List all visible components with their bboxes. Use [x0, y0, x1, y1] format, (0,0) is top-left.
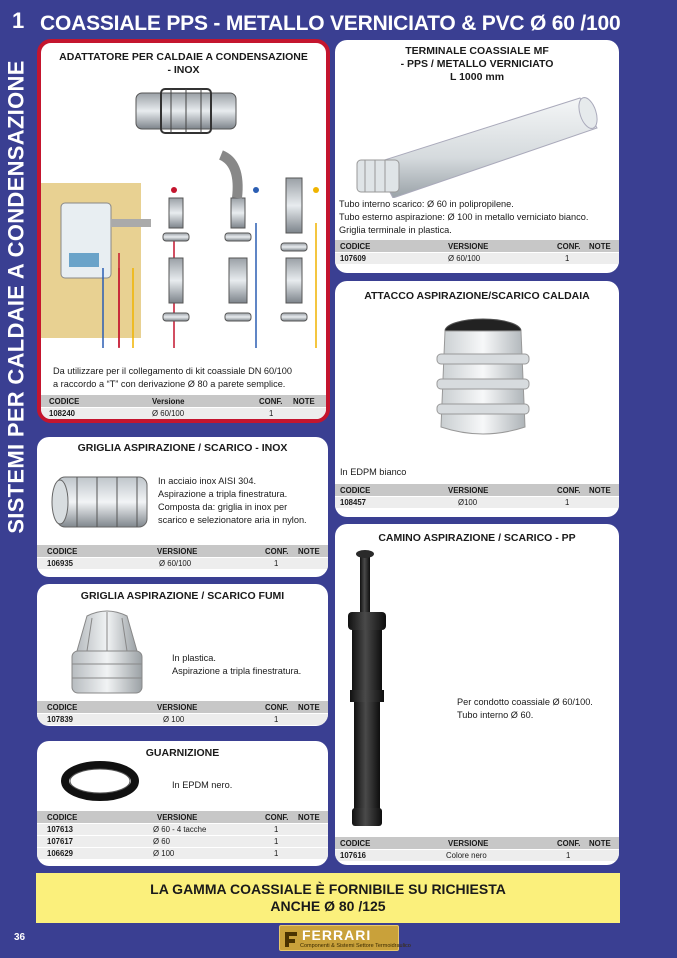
panel-griglia-fumi — [37, 584, 328, 726]
griglia-inox-desc-1: In acciaio inox AISI 304. — [158, 476, 257, 486]
griglia-fumi-desc-1: In plastica. — [172, 653, 216, 663]
table-row — [37, 847, 328, 859]
col-conf: CONF. — [265, 812, 289, 822]
griglia-inox-title: GRIGLIA ASPIRAZIONE / SCARICO - INOX — [77, 442, 288, 454]
table-row — [37, 713, 328, 725]
row-codice: 106935 — [47, 559, 74, 568]
table-row — [37, 835, 328, 847]
col-versione: VERSIONE — [157, 812, 198, 822]
row-codice: 107839 — [47, 715, 74, 724]
side-text: SISTEMI PER CALDAIE A CONDENSAZIONE — [4, 60, 30, 534]
adattatore-desc-1: Da utilizzare per il collegamento di kit coassiale DN 60/100 — [53, 366, 292, 376]
row-conf: 1 — [565, 254, 570, 263]
col-codice: CODICE — [47, 812, 78, 822]
terminale-title-3: L 1000 mm — [449, 71, 505, 83]
row-conf: 1 — [274, 849, 279, 858]
guarnizione-desc-1: In EPDM nero. — [172, 780, 233, 790]
row-conf: 1 — [274, 559, 279, 568]
availability-banner — [36, 873, 620, 923]
adattatore-desc-2: a raccordo a “T” con derivazione Ø 80 a parete semplice. — [53, 379, 286, 389]
col-codice: CODICE — [49, 396, 80, 406]
row-codice: 106629 — [47, 849, 74, 858]
table-header — [37, 811, 328, 823]
row-codice: 108457 — [340, 498, 367, 507]
col-note: NOTE — [293, 396, 315, 406]
camino-table — [335, 837, 619, 861]
side-banner — [0, 36, 34, 558]
terminale-image — [335, 78, 619, 198]
logo-mark-icon — [283, 930, 299, 948]
terminale-title-1: TERMINALE COASSIALE MF — [405, 45, 549, 57]
row-versione: Ø 60 — [153, 837, 170, 846]
row-conf: 1 — [565, 498, 570, 507]
col-versione: VERSIONE — [448, 485, 489, 495]
adattatore-table — [41, 395, 326, 419]
row-versione: Colore nero — [446, 851, 487, 860]
panel-terminale — [335, 40, 619, 273]
table-row — [335, 496, 619, 508]
camino-image — [338, 546, 408, 831]
logo-name: FERRARI — [302, 927, 372, 943]
guarnizione-table — [37, 811, 328, 859]
page-number: 36 — [14, 932, 26, 943]
adapter-image — [136, 89, 236, 133]
griglia-fumi-table — [37, 701, 328, 725]
col-versione: Versione — [152, 396, 185, 406]
panel-griglia-inox — [37, 437, 328, 577]
griglia-fumi-title: GRIGLIA ASPIRAZIONE / SCARICO FUMI — [80, 590, 285, 602]
attacco-title: ATTACCO ASPIRAZIONE/SCARICO CALDAIA — [364, 290, 590, 302]
griglia-inox-image — [42, 462, 162, 542]
row-versione: Ø 100 — [163, 715, 185, 724]
terminale-desc-2: Tubo esterno aspirazione: Ø 100 in metallo verniciato bianco. — [339, 212, 589, 222]
attacco-desc-1: In EDPM bianco — [340, 467, 407, 477]
guarnizione-title: GUARNIZIONE — [145, 747, 220, 759]
col-note: NOTE — [589, 241, 611, 251]
banner-line-2: ANCHE Ø 80 /125 — [270, 898, 386, 914]
col-note: NOTE — [589, 485, 611, 495]
table-header — [335, 240, 619, 252]
col-note: NOTE — [589, 838, 611, 848]
adattatore-title-1: ADATTATORE PER CALDAIE A CONDENSAZIONE — [59, 51, 308, 63]
pipe-components — [163, 155, 307, 321]
row-conf: 1 — [566, 851, 571, 860]
chapter-number: 1 — [12, 8, 25, 33]
col-note: NOTE — [298, 546, 320, 556]
terminale-title-2: - PPS / METALLO VERNICIATO — [400, 58, 554, 70]
griglia-fumi-image — [57, 606, 157, 701]
col-conf: CONF. — [265, 702, 289, 712]
row-conf: 1 — [274, 825, 279, 834]
col-versione: VERSIONE — [448, 838, 489, 848]
table-row — [335, 849, 619, 861]
ferrari-logo — [279, 925, 411, 951]
col-codice: CODICE — [340, 241, 371, 251]
col-conf: CONF. — [557, 241, 581, 251]
camino-desc-1: Per condotto coassiale Ø 60/100. — [457, 697, 593, 707]
guarnizione-image — [57, 756, 147, 806]
terminale-desc-3: Griglia terminale in plastica. — [339, 225, 452, 235]
panel-adattatore — [37, 39, 330, 423]
adattatore-title-2: - INOX — [167, 64, 200, 76]
table-row — [37, 557, 328, 569]
terminale-desc-1: Tubo interno scarico: Ø 60 in polipropilene. — [339, 199, 514, 209]
col-note: NOTE — [298, 702, 320, 712]
col-versione: VERSIONE — [157, 702, 198, 712]
panel-camino — [335, 524, 619, 865]
camino-title: CAMINO ASPIRAZIONE / SCARICO - PP — [378, 532, 576, 544]
col-codice: CODICE — [340, 838, 371, 848]
page-title: COASSIALE PPS - METALLO VERNICIATO & PVC Ø 60 /100 — [40, 12, 621, 35]
row-codice: 108240 — [49, 409, 76, 418]
griglia-inox-desc-4: scarico e selezionatore aria in nylon. — [158, 515, 307, 525]
banner-line-1: LA GAMMA COASSIALE È FORNIBILE SU RICHIESTA — [150, 881, 506, 897]
row-codice: 107616 — [340, 851, 367, 860]
attacco-image — [335, 309, 619, 449]
col-conf: CONF. — [259, 396, 283, 406]
row-codice: 107609 — [340, 254, 367, 263]
col-codice: CODICE — [47, 702, 78, 712]
table-row — [41, 407, 326, 419]
row-codice: 107617 — [47, 837, 74, 846]
row-versione: Ø100 — [458, 498, 478, 507]
panel-guarnizione — [37, 741, 328, 866]
camino-desc-2: Tubo interno Ø 60. — [457, 710, 534, 720]
row-versione: Ø 60/100 — [159, 559, 192, 568]
col-versione: VERSIONE — [448, 241, 489, 251]
col-codice: CODICE — [340, 485, 371, 495]
griglia-inox-table — [37, 545, 328, 569]
row-conf: 1 — [274, 715, 279, 724]
table-header — [335, 484, 619, 496]
attacco-table — [335, 484, 619, 508]
table-row — [335, 252, 619, 264]
terminale-table — [335, 240, 619, 264]
griglia-inox-desc-3: Composta da: griglia in inox per — [158, 502, 288, 512]
table-header — [37, 701, 328, 713]
adattatore-diagram — [41, 83, 326, 348]
row-codice: 107613 — [47, 825, 74, 834]
table-header — [335, 837, 619, 849]
col-codice: CODICE — [47, 546, 78, 556]
table-header — [37, 545, 328, 557]
row-versione: Ø 60/100 — [152, 409, 185, 418]
col-conf: CONF. — [265, 546, 289, 556]
griglia-inox-desc-2: Aspirazione a tripla finestratura. — [158, 489, 288, 499]
col-conf: CONF. — [557, 485, 581, 495]
row-versione: Ø 60/100 — [448, 254, 481, 263]
row-conf: 1 — [269, 409, 274, 418]
griglia-fumi-desc-2: Aspirazione a tripla finestratura. — [172, 666, 302, 676]
col-conf: CONF. — [557, 838, 581, 848]
logo-subtitle: Componenti & Sistemi Settore Termoidraulico — [300, 943, 411, 949]
col-note: NOTE — [298, 812, 320, 822]
row-conf: 1 — [274, 837, 279, 846]
row-versione: Ø 100 — [153, 849, 175, 858]
table-header — [41, 395, 326, 407]
col-versione: VERSIONE — [157, 546, 198, 556]
table-row — [37, 823, 328, 835]
panel-attacco — [335, 281, 619, 517]
row-versione: Ø 60 - 4 tacche — [153, 825, 207, 834]
